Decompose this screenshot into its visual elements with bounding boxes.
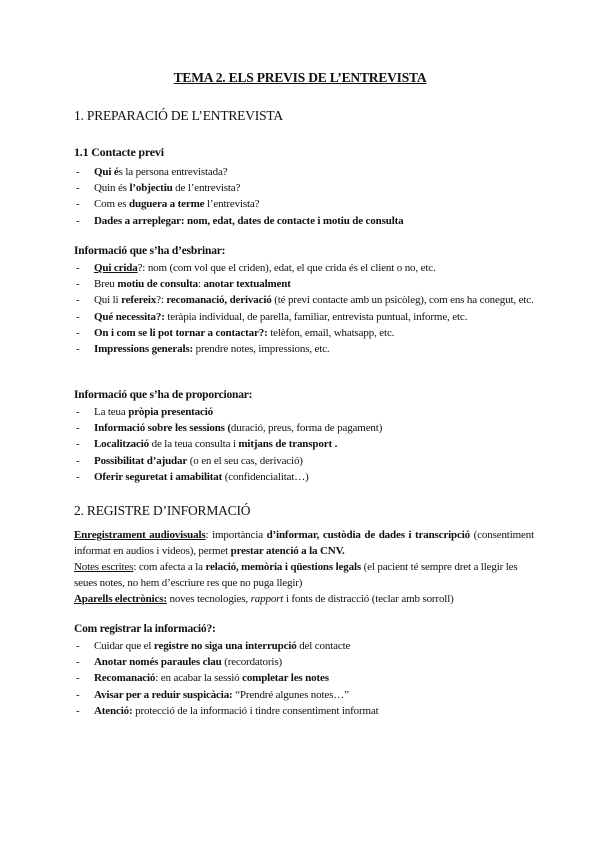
enregistrament-paragraph: Enregistrament audiovisuals: importància d’informar, custòdia de dades i transcripció (consentiment informat en audios i videos), permet prestar atenció a la CNV.	[74, 529, 535, 558]
list-item: - Possibilitat d’ajudar (o en el seu cas, derivació)	[74, 453, 534, 469]
esbrinar-heading: Informació que s’ha d’esbrinar:	[74, 245, 226, 257]
contacte-previ-list	[74, 164, 534, 229]
list-item: - Breu motiu de consulta: anotar textualment	[74, 276, 534, 292]
list-item: - Recomanació: en acabar la sessió completar les notes	[74, 670, 534, 686]
registrar-list	[74, 638, 534, 719]
list-item: - Oferir seguretat i amabilitat (confidencialitat…)	[74, 469, 534, 485]
list-item: - Com es duguera a terme l’entrevista?	[74, 196, 534, 212]
list-item: - Dades a arreplegar: nom, edat, dates de contacte i motiu de consulta	[74, 213, 534, 229]
list-item: - La teua pròpia presentació	[74, 404, 534, 420]
list-item: - Informació sobre les sessions (duració, preus, forma de pagament)	[74, 420, 534, 436]
proporcionar-list	[74, 404, 534, 485]
list-item: - Atenció: protecció de la informació i tindre consentiment informat	[74, 703, 534, 719]
esbrinar-list	[74, 260, 534, 357]
document-title: TEMA 2. ELS PREVIS DE L’ENTREVISTA	[173, 70, 427, 85]
list-item: - Quin és l’objectiu de l’entrevista?	[74, 180, 534, 196]
list-item: - Cuidar que el registre no siga una interrupció del contacte	[74, 638, 534, 654]
aparells-paragraph: Aparells electrònics: noves tecnologies, rapport i fonts de distracció (teclar amb sorroll)	[74, 593, 454, 605]
list-item: - Localització de la teua consulta i mitjans de transport .	[74, 436, 534, 452]
list-item: - Qué necessita?: teràpia individual, de parella, familiar, entrevista puntual, informe, etc.	[74, 309, 534, 325]
list-item: - Impressions generals: prendre notes, impressions, etc.	[74, 341, 534, 357]
list-item: - Avisar per a reduir suspicàcia: “Prendré algunes notes…”	[74, 687, 534, 703]
subsection-1-1-heading: 1.1 Contacte previ	[74, 145, 164, 159]
list-item: - Qui crida?: nom (com vol que el criden), edat, el que crida és el client o no, etc.	[74, 260, 534, 276]
list-item: - Anotar només paraules clau (recordatoris)	[74, 654, 534, 670]
section-1-heading: 1. PREPARACIÓ DE L’ENTREVISTA	[74, 108, 283, 123]
section-2-heading: 2. REGISTRE D’INFORMACIÓ	[74, 503, 251, 518]
list-item: - On i com se li pot tornar a contactar?: telèfon, email, whatsapp, etc.	[74, 325, 534, 341]
list-item: - Qui és la persona entrevistada?	[74, 164, 534, 180]
registrar-heading: Com registrar la informació?:	[74, 623, 216, 635]
proporcionar-heading: Informació que s’ha de proporcionar:	[74, 389, 253, 401]
notes-paragraph: Notes escrites: com afecta a la relació, memòria i qüestions legals (el pacient té sempre dret a llegir les seues notes, no hem d’escriure res que no puga llegir)	[74, 561, 518, 590]
list-item: - Qui li refereix?: recomanació, derivació (té previ contacte amb un psicòleg), com ens ha conegut, etc.	[74, 292, 534, 308]
